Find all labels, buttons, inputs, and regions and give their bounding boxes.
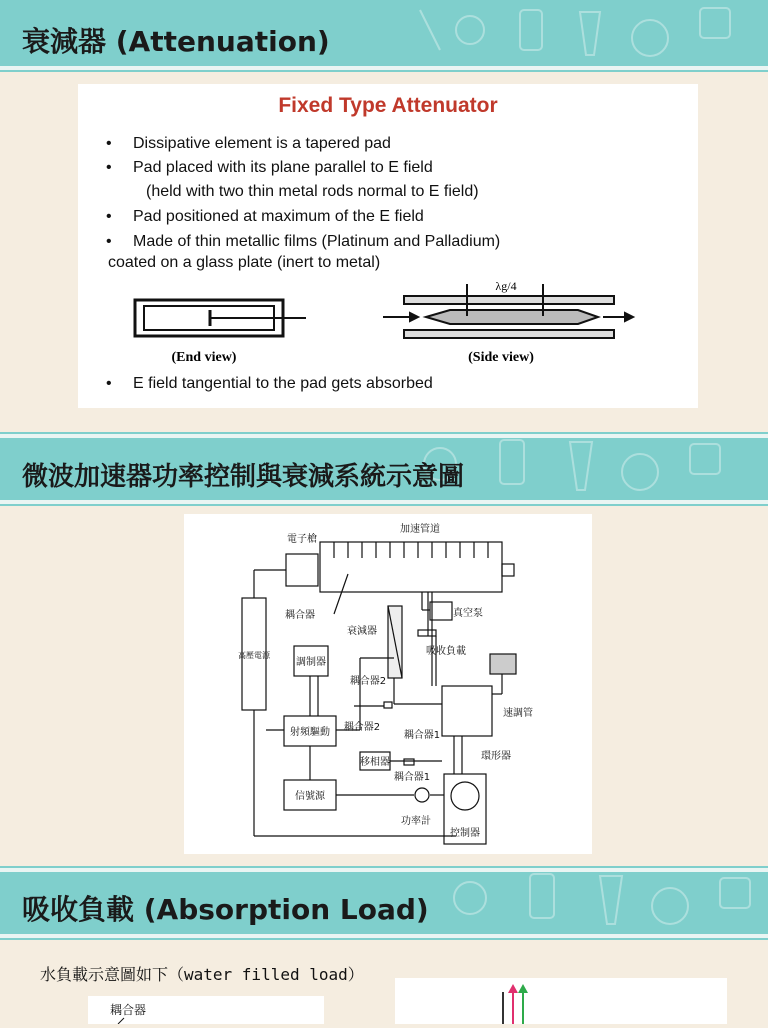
title-band-1	[0, 0, 768, 72]
title-band-2	[0, 432, 768, 506]
end-view-label: (End view)	[171, 350, 237, 365]
bullet-1: Dissipative element is a tapered pad	[133, 135, 391, 152]
band-stripe	[0, 66, 768, 70]
bullet-4-cont: coated on a glass plate (inert to metal)	[108, 254, 381, 271]
label-klystron: 速調管	[503, 708, 533, 719]
label-control: 控制器	[450, 828, 480, 839]
section-title: 吸收負載 (Absorption Load)	[22, 893, 429, 926]
label-coupler: 耦合器	[285, 610, 315, 621]
label-coupler2-b: 耦合器2	[343, 722, 381, 733]
svg-text:•: •	[106, 159, 112, 176]
svg-text:•: •	[106, 233, 112, 250]
accelerator-schematic	[184, 514, 592, 854]
label-coupler-img: 耦合器	[110, 1003, 147, 1017]
attenuator-slide	[78, 84, 698, 408]
bullet-4: Made of thin metallic films (Platinum and Palladium)	[133, 233, 501, 250]
bullet-last: E field tangential to the pad gets absorbed	[133, 375, 433, 392]
band-stripe	[0, 500, 768, 504]
label-load: 吸收負載	[426, 646, 466, 657]
svg-text:•: •	[106, 135, 112, 152]
label-modulator: 調制器	[296, 657, 326, 668]
slide-heading: Fixed Type Attenuator	[278, 94, 498, 117]
svg-text:•: •	[106, 375, 112, 392]
band-stripe	[0, 868, 768, 872]
label-coupler2: 耦合器2	[349, 676, 387, 687]
bullet-2-note: (held with two thin metal rods normal to E field)	[146, 183, 479, 200]
label-power-meter: 功率計	[401, 816, 431, 827]
label-electron-gun: 電子槍	[287, 534, 317, 545]
title-band-3	[0, 866, 768, 940]
label-phase-shifter: 移相器	[360, 757, 390, 768]
attenuator-slide-graphic	[78, 84, 698, 408]
svg-text:•: •	[106, 208, 112, 225]
section-subtitle: 水負載示意圖如下（water filled load）	[40, 965, 364, 984]
label-attenuator: 衰減器	[347, 626, 377, 637]
label-coupler1: 耦合器1	[403, 730, 441, 741]
end-view-diagram	[135, 300, 306, 336]
band-stripe	[0, 934, 768, 938]
water-load-left-graphic	[88, 996, 324, 1024]
water-load-right-graphic	[395, 978, 727, 1024]
label-signal-source: 信號源	[295, 791, 325, 802]
label-accel-tube: 加速管道	[400, 524, 440, 535]
water-load-image-left	[88, 996, 324, 1024]
lambda-label: λg/4	[495, 279, 517, 293]
section-title: 微波加速器功率控制與衰減系統示意圖	[22, 462, 465, 492]
label-vacuum-pump: 真空泵	[453, 608, 483, 619]
label-hv-supply: 高壓電源	[238, 651, 270, 660]
section-title: 衰減器 (Attenuation)	[22, 25, 330, 58]
label-circulator: 環形器	[481, 751, 511, 762]
bullet-3: Pad positioned at maximum of the E field	[133, 208, 424, 225]
band-stripe	[0, 434, 768, 438]
label-coupler1-b: 耦合器1	[393, 772, 431, 783]
accelerator-diagram	[184, 514, 592, 854]
label-rf-driver: 射頻驅動	[290, 727, 330, 738]
side-view-label: (Side view)	[468, 350, 534, 365]
bullet-2: Pad placed with its plane parallel to E field	[133, 159, 433, 176]
water-load-image-right	[395, 978, 727, 1024]
